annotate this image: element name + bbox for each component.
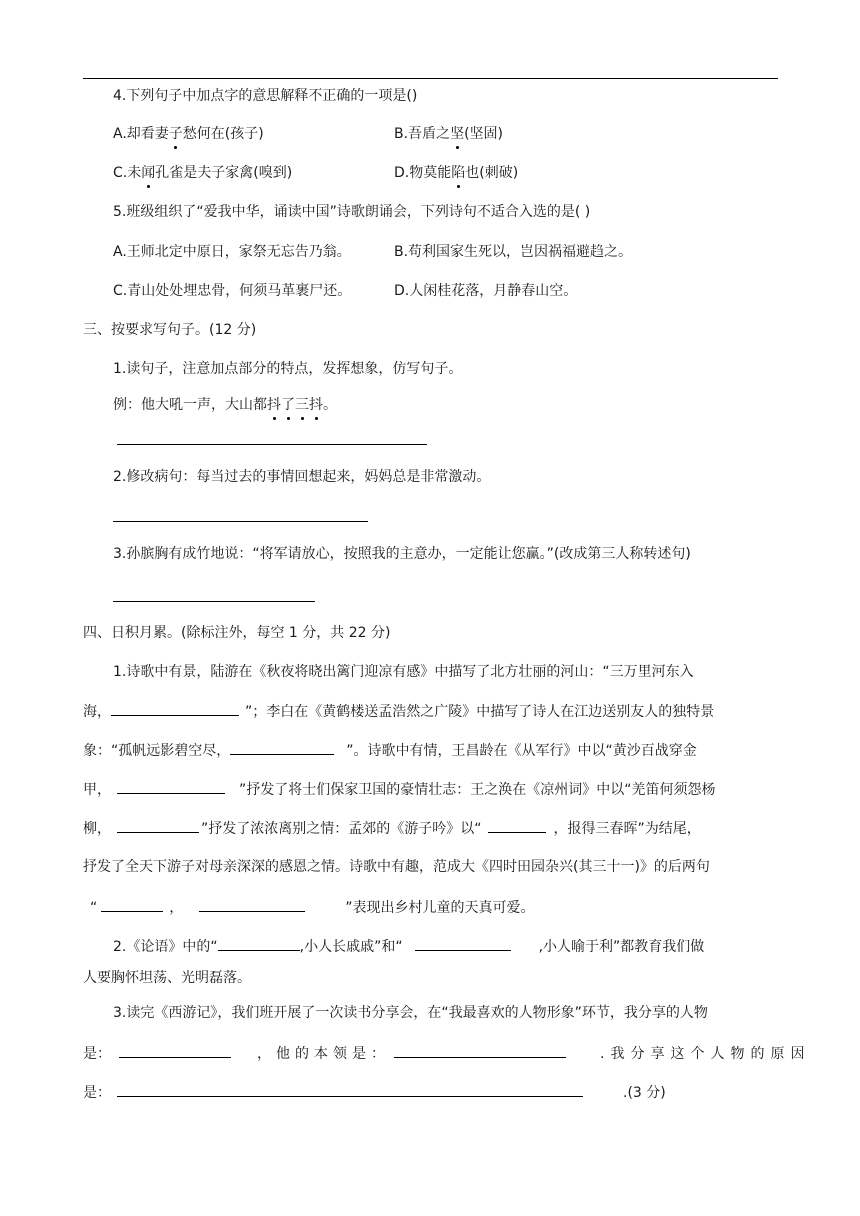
sec4-p1-l7-comma: ， bbox=[169, 900, 184, 916]
q4-c-text: C.未 bbox=[113, 165, 142, 181]
sec4-p1-l7-open-quote: “ bbox=[90, 900, 98, 916]
sec3-q2: 2.修改病句：每当过去的事情回想起来，妈妈总是非常激动。 bbox=[113, 469, 491, 485]
sec4-p1-l7-text: ”表现出乡村儿童的天真可爱。 bbox=[345, 900, 535, 916]
sec4-p1-l3-text: ”。诗歌中有情，王昌龄在《从军行》中以“黄沙百战穿金 bbox=[346, 743, 697, 759]
q5-stem: 5.班级组织了“爱我中华，诵读中国”诗歌朗诵会，下列诗句不适合入选的是( ) bbox=[113, 204, 591, 220]
sec3-example-dotted-3: 三 bbox=[295, 397, 309, 413]
q4-option-b bbox=[394, 124, 503, 144]
sec4-p1-l5-text: ”抒发了浓浓离别之情：孟郊的《游子吟》以“ bbox=[201, 821, 482, 837]
blank-8[interactable] bbox=[218, 936, 300, 951]
sec4-p2-line-2: 人要胸怀坦荡、光明磊落。 bbox=[83, 970, 251, 986]
sec3-q1-answer-line[interactable] bbox=[117, 444, 427, 445]
blank-12[interactable] bbox=[117, 1082, 583, 1097]
q5-option-b: B.苟利国家生死以，岂因祸福避趋之。 bbox=[394, 244, 633, 260]
sec3-example-text: 例：他大吼一声，大山都 bbox=[113, 397, 267, 413]
sec4-p1-line-5 bbox=[83, 818, 701, 839]
q4-b-text: B.吾盾之 bbox=[394, 126, 451, 142]
q4-a-dotted-char: 子 bbox=[168, 126, 183, 142]
sec4-p1-l2-prefix: 海， bbox=[83, 704, 111, 720]
q4-d-text-post: 也(刺破) bbox=[465, 165, 519, 181]
section-3-heading: 三、按要求写句子。(12 分) bbox=[83, 322, 257, 338]
q4-b-dotted-char: 坚 bbox=[450, 126, 465, 142]
q4-b-text-post: (坚固) bbox=[464, 126, 503, 142]
blank-2[interactable] bbox=[230, 740, 334, 755]
sec4-p1-line-3 bbox=[83, 740, 697, 761]
sec3-q3: 3.孙膑胸有成竹地说：“将军请放心，按照我的主意办，一定能让您赢。”(改成第三人称转述句) bbox=[113, 546, 691, 562]
sec4-p2-line-1 bbox=[113, 936, 704, 957]
sec3-example-end: 。 bbox=[323, 397, 337, 413]
blank-5[interactable] bbox=[488, 818, 546, 833]
q5-option-a: A.王师北定中原日，家祭无忘告乃翁。 bbox=[113, 244, 351, 260]
blank-1[interactable] bbox=[111, 701, 239, 716]
sec4-p1-line-7 bbox=[90, 897, 535, 918]
q4-option-d bbox=[394, 163, 518, 183]
header-rule bbox=[83, 78, 778, 79]
sec4-p1-line-6: 抒发了全天下游子对母亲深深的感恩之情。诗歌中有趣，范成大《四时田园杂兴(其三十一)》的后两句 bbox=[83, 859, 710, 875]
sec4-p2-text-b: ,小人长戚戚”和“ bbox=[299, 939, 403, 955]
blank-7[interactable] bbox=[199, 897, 305, 912]
sec4-p1-l5-prefix: 柳， bbox=[83, 821, 111, 837]
sec4-p3-line-1: 3.读完《西游记》，我们班开展了一次读书分享会，在“我最喜欢的人物形象”环节，我分享的人物 bbox=[113, 1005, 708, 1021]
blank-10[interactable] bbox=[119, 1043, 231, 1058]
sec3-example bbox=[113, 395, 337, 415]
sec4-p1-l3-prefix: 象：“孤帆远影碧空尽， bbox=[83, 743, 231, 759]
q4-stem: 4.下列句子中加点字的意思解释不正确的一项是() bbox=[113, 88, 418, 104]
q4-c-text-post: 孔雀是夫子家禽(嗅到) bbox=[155, 165, 293, 181]
sec3-example-dotted-2: 了 bbox=[281, 397, 295, 413]
sec4-p1-line-4 bbox=[83, 779, 716, 800]
q5-option-c: C.青山处处埋忠骨，何须马革裹尸还。 bbox=[113, 283, 352, 299]
q4-d-text: D.物莫能 bbox=[394, 165, 452, 181]
sec4-p3-l2-prefix: 是： bbox=[83, 1046, 111, 1062]
section-4-heading: 四、日积月累。(除标注外，每空 1 分，共 22 分) bbox=[83, 625, 391, 641]
sec4-p1-line-2 bbox=[83, 701, 714, 722]
q4-a-text: A.却看妻 bbox=[113, 126, 169, 142]
blank-4[interactable] bbox=[117, 818, 199, 833]
blank-3[interactable] bbox=[117, 779, 225, 794]
blank-6[interactable] bbox=[101, 897, 163, 912]
sec4-p3-l2-tail: .我分享这个人物的原因 bbox=[600, 1046, 811, 1062]
q4-a-text-post: 愁何在(孩子) bbox=[182, 126, 264, 142]
sec4-p1-l2-text: ”；李白在《黄鹤楼送孟浩然之广陵》中描写了诗人在江边送别友人的独特景 bbox=[245, 704, 715, 720]
sec4-p1-l4-text: ”抒发了将士们保家卫国的豪情壮志：王之涣在《凉州词》中以“羌笛何须怨杨 bbox=[239, 782, 716, 798]
sec3-q3-answer-line[interactable] bbox=[113, 601, 315, 602]
sec3-example-dotted-1: 抖 bbox=[267, 397, 281, 413]
sec4-p1-l5-tail: ，报得三春晖”为结尾， bbox=[553, 821, 701, 837]
q4-c-dotted-char: 闻 bbox=[141, 165, 156, 181]
sec3-q2-answer-line[interactable] bbox=[113, 521, 368, 522]
sec3-q1: 1.读句子，注意加点部分的特点，发挥想象，仿写句子。 bbox=[113, 361, 463, 377]
sec4-p3-l3-tail: .(3 分) bbox=[623, 1085, 666, 1101]
sec4-p3-l3-prefix: 是： bbox=[83, 1085, 111, 1101]
q4-option-a bbox=[113, 124, 264, 144]
q5-option-d: D.人闲桂花落，月静春山空。 bbox=[394, 283, 578, 299]
q4-option-c bbox=[113, 163, 292, 183]
sec4-p3-l2-text: ，他的本领是： bbox=[257, 1046, 390, 1062]
sec4-p3-line-3 bbox=[83, 1082, 666, 1103]
q4-d-dotted-char: 陷 bbox=[451, 165, 466, 181]
sec4-p1-l4-prefix: 甲， bbox=[83, 782, 111, 798]
sec4-p1-line-1: 1.诗歌中有景，陆游在《秋夜将晓出篱门迎凉有感》中描写了北方壮丽的河山：“三万里河东入 bbox=[113, 664, 694, 680]
sec4-p2-text-c: ,小人喻于利”都教育我们做 bbox=[538, 939, 705, 955]
sec4-p3-line-2 bbox=[83, 1043, 810, 1064]
blank-11[interactable] bbox=[394, 1043, 566, 1058]
blank-9[interactable] bbox=[415, 936, 511, 951]
sec4-p2-text-a: 2.《论语》中的“ bbox=[113, 939, 218, 955]
sec3-example-dotted-4: 抖 bbox=[309, 397, 323, 413]
